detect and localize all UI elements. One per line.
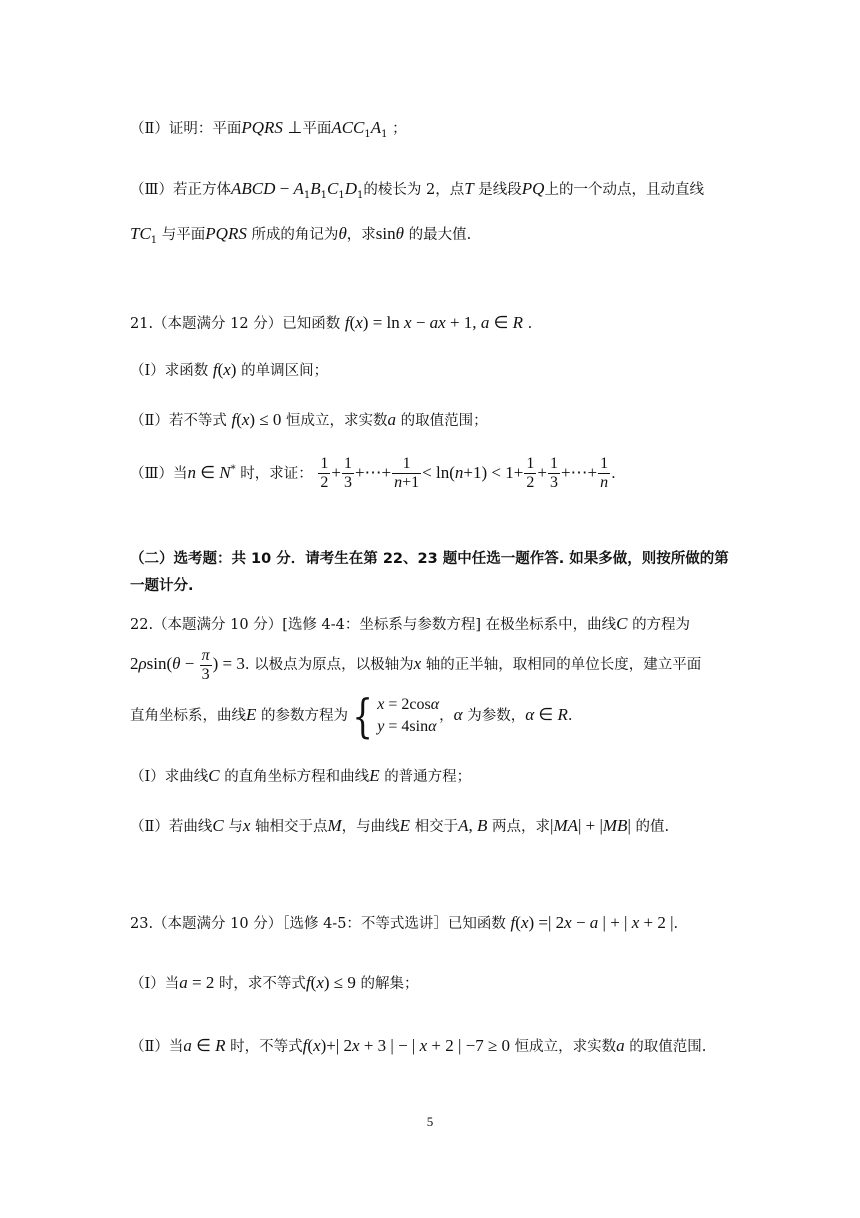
q23-part2: （Ⅱ）当a ∈ R 时，不等式f(x)+| 2x + 3 | − | x + 2 | −7 ≥ 0 恒成立，求实数a 的取值范围. (130, 1036, 707, 1055)
q23-part1: （Ⅰ）当a = 2 时，求不等式f(x) ≤ 9 的解集； (130, 973, 419, 992)
parametric-system: { x = 2cosα y = 4sinα (352, 689, 440, 743)
q20-part3-cont: $TC_1$ 与平面PQRS 所成的角记为θ，求sinθ 的最大值. (130, 224, 472, 246)
q23-stem: 23.（本题满分 10 分）［选修 4-5：不等式选讲］已知函数 f(x) =| 2x − a | + | x + 2 |. (130, 913, 679, 932)
q20-part3: （Ⅲ）若正方体ABCD − $A_1B_1C_1D_1$的棱长为 2，点T 是线段PQ上的一个动点，且动直线 (130, 179, 704, 201)
q22-stem-cont2: 直角坐标系，曲线E 的参数方程为{ x = 2cosα y = 4sinα，α 为参数，α ∈ R. (130, 689, 573, 743)
q21-part2: （Ⅱ）若不等式 f(x) ≤ 0 恒成立，求实数a 的取值范围； (130, 410, 488, 429)
q22-stem-cont: 2ρsin(θ − $\frac{\pi}{3}$ ) = 3. 以极点为原点，以极轴为x 轴的正半轴，取相同的单位长度，建立平面 (130, 646, 702, 683)
page-number: 5 (426, 1114, 434, 1129)
q21-part1: （Ⅰ）求函数 f(x) 的单调区间； (130, 360, 329, 379)
q22-stem: 22.（本题满分 10 分）[选修 4-4：坐标系与参数方程] 在极坐标系中，曲线C 的方程为 (130, 614, 691, 633)
q21-part3: （Ⅲ）当n ∈ N* 时，求证： $\frac{1}{2}$ + $\frac{1}{3}$ +⋯+ $\frac{1}{n+1}$ < ln(n+1) < 1+ $\frac{1}{2}$ + $\frac{1}{3}$ +⋯+ $\frac{1}{n}$ . (130, 455, 616, 492)
frac-1-2: $\frac{1}{2}$ (320, 455, 329, 492)
q22-part2: （Ⅱ）若曲线C 与x 轴相交于点M，与曲线E 相交于A, B 两点，求|MA| + |MB| 的值. (130, 816, 670, 835)
q21-stem: 21.（本题满分 12 分）已知函数 f(x) = ln x − ax + 1, a ∈ R . (130, 313, 533, 332)
q22-part1: （Ⅰ）求曲线C 的直角坐标方程和曲线E 的普通方程； (130, 766, 472, 785)
section-heading: （二）选考题：共 10 分．请考生在第 22、23 题中任选一题作答. 如果多做，则按所做的第 (130, 551, 729, 567)
q20-part2: （Ⅱ）证明：平面PQRS ⊥平面$ACC_1A_1$ ； (130, 118, 407, 140)
section-heading-cont: 一题计分. (130, 578, 194, 594)
